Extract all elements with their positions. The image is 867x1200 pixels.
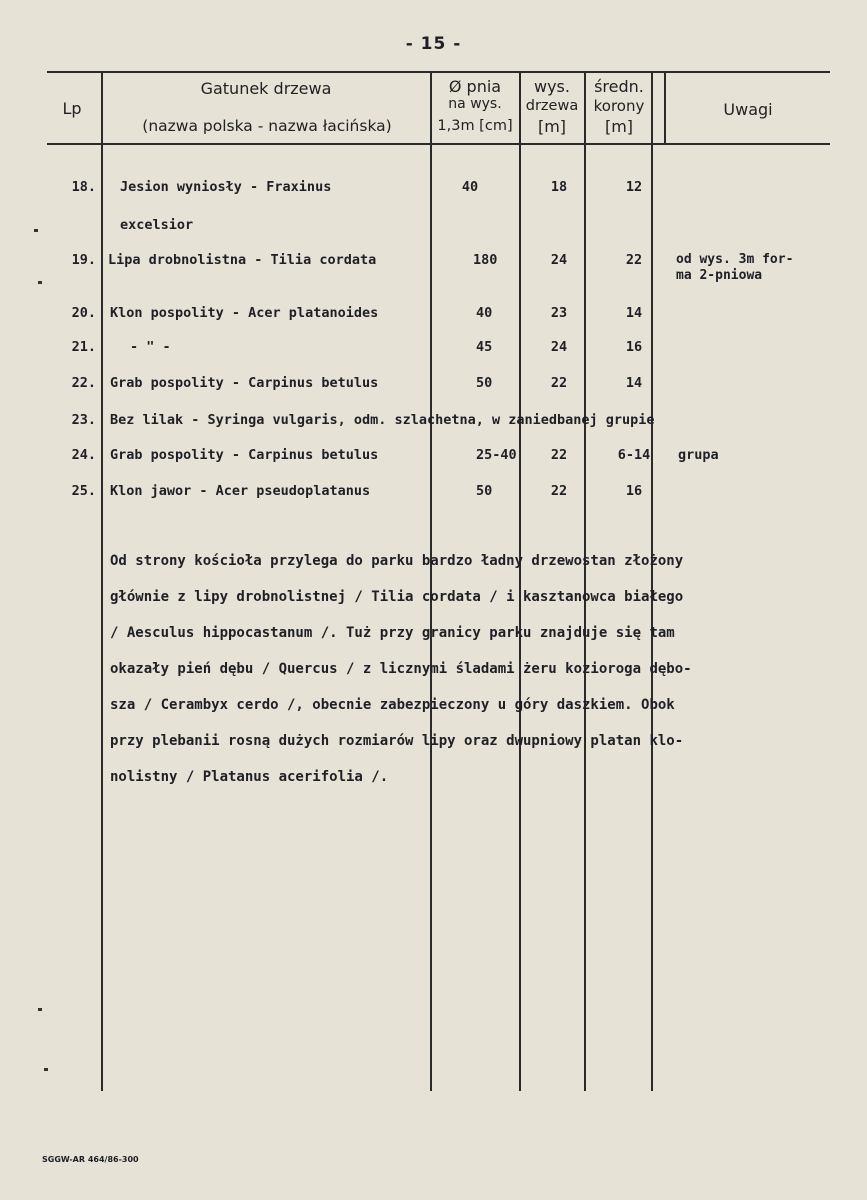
- row-18-diameter: 40: [461, 179, 479, 195]
- row-23-lp: 23.: [71, 412, 96, 428]
- row-22-height: 22: [550, 375, 568, 391]
- row-19-lp: 19.: [71, 252, 96, 268]
- row-23-species: Bez lilak - Syringa vulgaris, odm. szlachetna, w zaniedbanej grupie: [110, 412, 655, 428]
- header-crown-line2: korony: [593, 97, 645, 115]
- row-25-lp: 25.: [71, 483, 96, 499]
- row-18-crown: 12: [625, 179, 643, 195]
- paragraph-line-7: nolistny / Platanus acerifolia /.: [110, 769, 389, 785]
- row-19-height: 24: [550, 252, 568, 268]
- row-20-lp: 20.: [71, 305, 96, 321]
- paragraph-line-2: głównie z lipy drobnolistnej / Tilia cordata / i kasztanowca białego: [110, 589, 684, 605]
- paragraph-line-6: przy plebanii rosną dużych rozmiarów lipy oraz dwupniowy platan klo-: [110, 733, 684, 749]
- paragraph-line-5: sza / Cerambyx cerdo /, obecnie zabezpieczony u góry daszkiem. Obok: [110, 697, 675, 713]
- row-24-lp: 24.: [71, 447, 96, 463]
- row-18-lp: 18.: [71, 179, 96, 195]
- column-divider-lp: [101, 71, 103, 1091]
- column-divider-notes: [664, 71, 666, 145]
- row-25-crown: 16: [625, 483, 643, 499]
- row-21-species-ditto: - " -: [130, 339, 171, 355]
- margin-mark: [44, 1068, 48, 1071]
- table-header-rule: [47, 143, 830, 145]
- row-19-crown: 22: [625, 252, 643, 268]
- row-20-height: 23: [550, 305, 568, 321]
- paragraph-line-4: okazały pień dębu / Quercus / z licznymi śladami żeru kozioroga dębo-: [110, 661, 692, 677]
- row-19-notes-continued: ma 2-pniowa: [676, 268, 763, 283]
- header-species-line2: (nazwa polska - nazwa łacińska): [142, 117, 392, 135]
- row-18-species: Jesion wyniosły - Fraxinus: [120, 179, 332, 195]
- row-24-notes: grupa: [678, 447, 719, 463]
- margin-mark: [38, 1008, 42, 1011]
- margin-mark: [34, 229, 38, 232]
- row-24-species: Grab pospolity - Carpinus betulus: [110, 447, 379, 463]
- row-21-height: 24: [550, 339, 568, 355]
- header-height-line1: wys.: [534, 77, 570, 96]
- form-code-footer: SGGW-AR 464/86-300: [42, 1155, 139, 1164]
- row-21-lp: 21.: [71, 339, 96, 355]
- margin-mark: [38, 281, 42, 284]
- row-22-species: Grab pospolity - Carpinus betulus: [110, 375, 379, 391]
- row-18-species-continued: excelsior: [120, 217, 194, 233]
- row-24-crown: 6-14: [617, 447, 651, 463]
- row-20-crown: 14: [625, 305, 643, 321]
- row-25-diameter: 50: [476, 483, 493, 499]
- row-22-crown: 14: [625, 375, 643, 391]
- row-25-species: Klon jawor - Acer pseudoplatanus: [110, 483, 371, 499]
- row-19-species: Lipa drobnolistna - Tilia cordata: [108, 252, 377, 268]
- paragraph-line-3: / Aesculus hippocastanum /. Tuż przy granicy parku znajduje się tam: [110, 625, 675, 641]
- row-25-height: 22: [550, 483, 568, 499]
- page-number: - 15 -: [405, 34, 462, 54]
- row-20-diameter: 40: [476, 305, 493, 321]
- paragraph-line-1: Od strony kościoła przylega do parku bardzo ładny drzewostan złożony: [110, 553, 684, 569]
- row-19-diameter: 180: [473, 252, 498, 268]
- row-24-diameter: 25-40: [476, 447, 517, 463]
- header-notes: Uwagi: [723, 100, 773, 119]
- row-20-species: Klon pospolity - Acer platanoides: [110, 305, 379, 321]
- header-species-line1: Gatunek drzewa: [200, 79, 332, 98]
- header-crown-line3: [m]: [604, 117, 634, 136]
- row-18-height: 18: [550, 179, 568, 195]
- row-22-diameter: 50: [476, 375, 493, 391]
- row-22-lp: 22.: [71, 375, 96, 391]
- header-height-line3: [m]: [537, 117, 567, 136]
- header-lp: Lp: [62, 99, 82, 118]
- header-diameter-line1: Ø pnia: [448, 77, 502, 96]
- table-top-rule: [47, 71, 830, 73]
- row-24-height: 22: [550, 447, 568, 463]
- header-height-line2: drzewa: [525, 98, 579, 114]
- row-21-crown: 16: [625, 339, 643, 355]
- header-crown-line1: średn.: [594, 77, 644, 96]
- row-21-diameter: 45: [476, 339, 493, 355]
- row-19-notes: od wys. 3m for-: [676, 252, 794, 267]
- header-diameter-line2: na wys.: [448, 96, 502, 112]
- header-diameter-line3: 1,3m [cm]: [437, 118, 513, 134]
